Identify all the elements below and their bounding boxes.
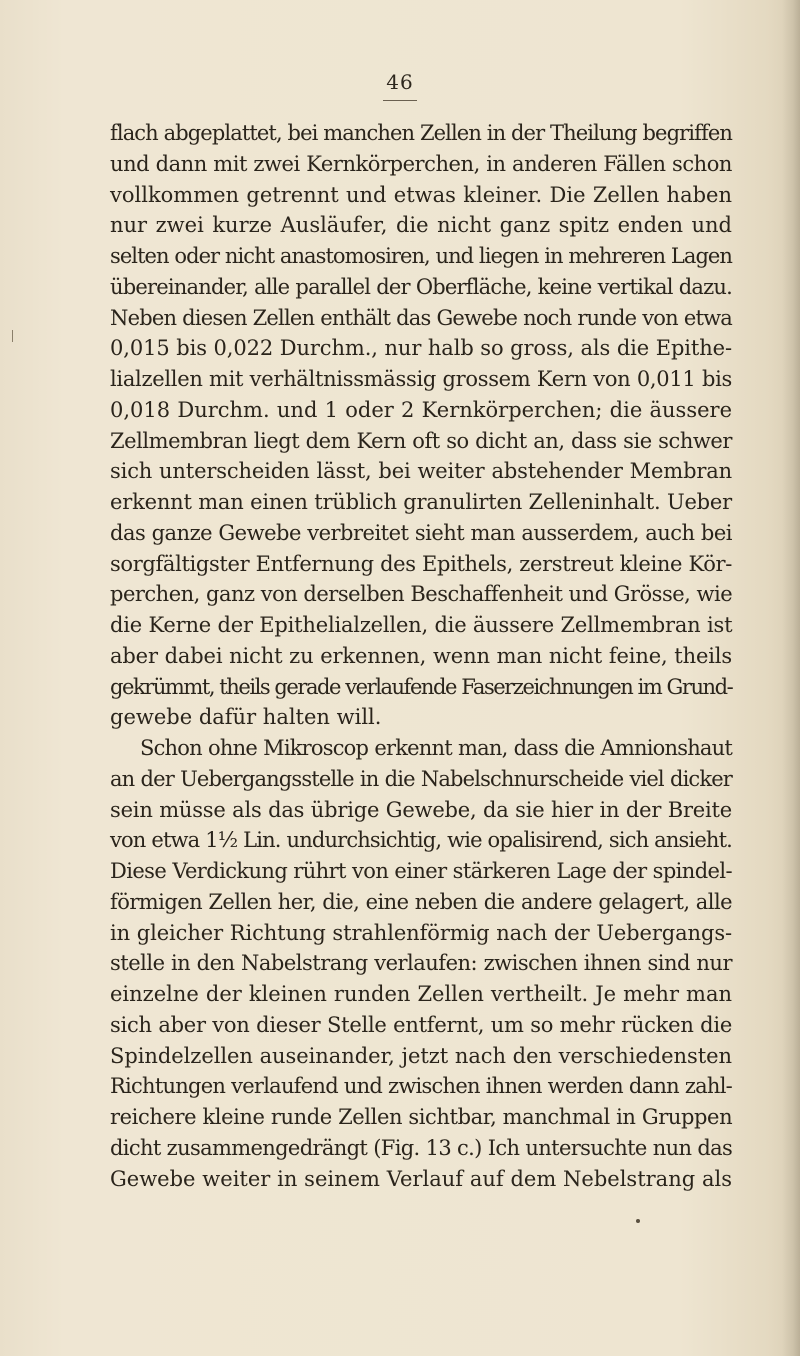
- text-line: perchen, ganz von derselben Beschaffenheit und Grösse, wie: [110, 582, 733, 607]
- text-line: Neben diesen Zellen enthält das Gewebe noch runde von etwa: [110, 305, 732, 330]
- margin-mark: [12, 330, 13, 342]
- text-line: erkennt man einen trüblich granulirten Zelleninhalt. Ueber: [110, 490, 732, 514]
- text-line: von etwa 1½ Lin. undurchsichtig, wie opalisirend, sich ansieht.: [110, 828, 732, 853]
- text-line: und dann mit zwei Kernkörperchen, in anderen Fällen schon: [110, 151, 732, 176]
- text-line: flach abgeplattet, bei manchen Zellen in der Theilung begriffen: [110, 121, 732, 145]
- text-line: übereinander, alle parallel der Oberfläche, keine vertikal dazu.: [110, 274, 732, 299]
- text-line: sich aber von dieser Stelle entfernt, um so mehr rücken die: [110, 1012, 732, 1037]
- body-text: [110, 118, 732, 1194]
- text-line: Gewebe weiter in seinem Verlauf auf dem Nebelstrang als: [110, 1166, 732, 1191]
- text-line: aber dabei nicht zu erkennen, wenn man nicht feine, theils: [110, 643, 732, 668]
- text-line: einzelne der kleinen runden Zellen vertheilt. Je mehr man: [110, 982, 732, 1006]
- text-line: sorgfältigster Entfernung des Epithels, zerstreut kleine Kör-: [110, 551, 732, 576]
- text-line: Zellmembran liegt dem Kern oft so dicht an, dass sie schwer: [110, 428, 732, 453]
- text-line: in gleicher Richtung strahlenförmig nach der Uebergangs-: [110, 920, 732, 945]
- text-line: gewebe dafür halten will.: [110, 705, 382, 730]
- text-line: förmigen Zellen her, die, eine neben die andere gelagert, alle: [110, 889, 732, 914]
- page-number-rule: [383, 100, 417, 101]
- text-line: Diese Verdickung rührt von einer stärkeren Lage der spindel-: [110, 859, 732, 883]
- text-line: Richtungen verlaufend und zwischen ihnen werden dann zahl-: [110, 1074, 732, 1099]
- text-line: lialzellen mit verhältnissmässig grossem Kern von 0,011 bis: [110, 367, 732, 391]
- text-line: nur zwei kurze Ausläufer, die nicht ganz spitz enden und: [110, 213, 732, 238]
- text-line: reichere kleine runde Zellen sichtbar, manchmal in Gruppen: [110, 1105, 733, 1129]
- text-line: dicht zusammengedrängt (Fig. 13 c.) Ich untersuchte nun das: [110, 1135, 733, 1160]
- text-line: an der Uebergangsstelle in die Nabelschnurscheide viel dicker: [110, 766, 732, 791]
- page-number: 46: [386, 70, 414, 94]
- text-line: Schon ohne Mikroscop erkennt man, dass die Amnionshaut: [140, 736, 732, 760]
- text-line: stelle in den Nabelstrang verlaufen: zwischen ihnen sind nur: [110, 951, 732, 976]
- page-edge-shadow: [782, 0, 800, 1356]
- text-line: 0,015 bis 0,022 Durchm., nur halb so gross, als die Epithe-: [110, 336, 732, 361]
- text-line: vollkommen getrennt und etwas kleiner. Die Zellen haben: [110, 182, 732, 207]
- text-line: sein müsse als das übrige Gewebe, da sie hier in der Breite: [110, 797, 732, 822]
- ink-speck: [636, 1219, 640, 1223]
- text-line: das ganze Gewebe verbreitet sieht man ausserdem, auch bei: [110, 520, 732, 545]
- text-line: gekrümmt, theils gerade verlaufende Faserzeichnungen im Grund-: [110, 674, 733, 699]
- text-line: die Kerne der Epithelialzellen, die äussere Zellmembran ist: [110, 613, 733, 637]
- text-line: sich unterscheiden lässt, bei weiter abstehender Membran: [110, 459, 732, 484]
- text-line: Spindelzellen auseinander, jetzt nach den verschiedensten: [110, 1043, 732, 1068]
- text-line: 0,018 Durchm. und 1 oder 2 Kernkörperchen; die äussere: [110, 397, 732, 422]
- text-line: selten oder nicht anastomosiren, und liegen in mehreren Lagen: [110, 244, 732, 268]
